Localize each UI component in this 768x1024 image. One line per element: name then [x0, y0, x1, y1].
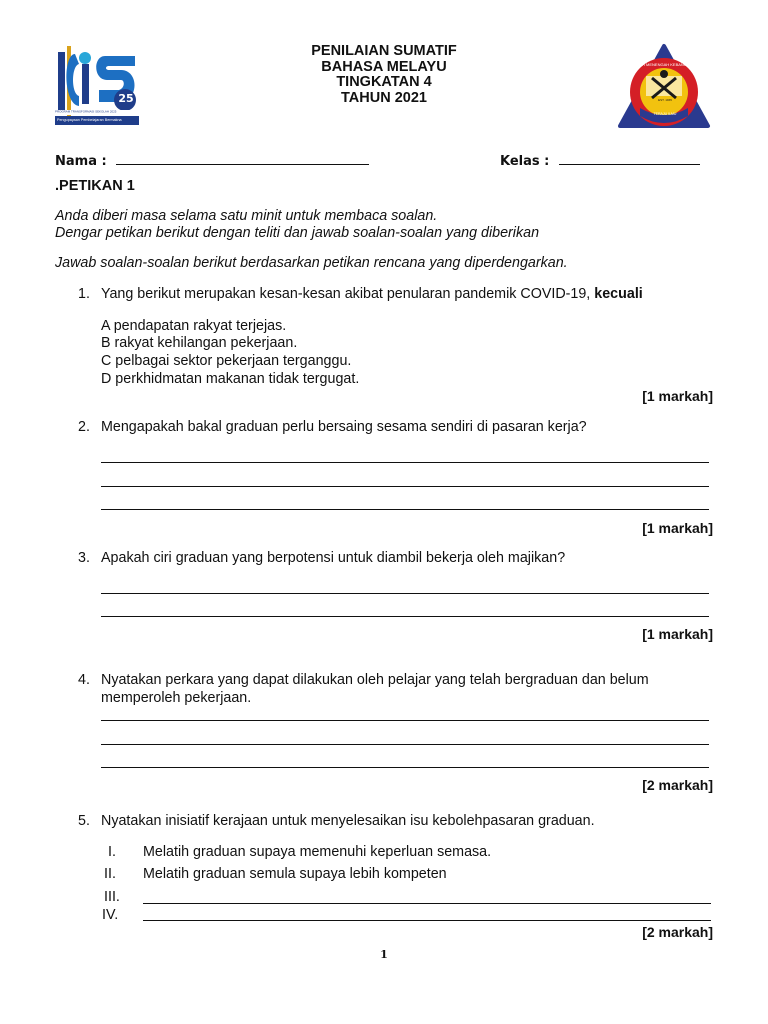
class-label: Kelas : [500, 154, 550, 169]
name-label: Nama : [55, 154, 107, 169]
q1-text-bold: kecuali [594, 286, 643, 302]
logo-banner: Pengupayaan Pembelajaran Bermakna [57, 118, 122, 123]
q3-text: Apakah ciri graduan yang berpotensi untuk diambil bekerja oleh majikan? [101, 550, 566, 566]
q2-number: 2. [78, 419, 90, 435]
q2-answer-line[interactable] [101, 462, 709, 463]
q1-number: 1. [78, 286, 90, 302]
q4-answer-line[interactable] [101, 744, 709, 745]
name-input-line[interactable] [116, 152, 369, 165]
q1-option-c: C pelbagai sektor pekerjaan terganggu. [101, 353, 352, 369]
q3-answer-line[interactable] [101, 616, 709, 617]
crest-motto: TERAJU ILMU [653, 112, 677, 116]
q5-answer-line[interactable] [143, 903, 711, 904]
q3-answer-line[interactable] [101, 593, 709, 594]
q5-item-number: I. [108, 844, 116, 860]
instruction-answer: Jawab soalan-soalan berikut berdasarkan petikan rencana yang diperdengarkan. [55, 255, 568, 271]
q5-text: Nyatakan inisiatif kerajaan untuk menyelesaikan isu kebolehpasaran graduan. [101, 813, 595, 829]
header-year: TAHUN 2021 [341, 89, 427, 106]
q3-number: 3. [78, 550, 90, 566]
q2-answer-line[interactable] [101, 509, 709, 510]
q2-marks: [1 markah] [642, 520, 713, 536]
q5-answer-line[interactable] [143, 920, 711, 921]
q1-text [101, 286, 643, 302]
q5-number: 5. [78, 813, 90, 829]
q4-text-line2: memperoleh pekerjaan. [101, 690, 252, 706]
crest-est: EST. 1965 [658, 98, 672, 102]
q4-marks: [2 markah] [642, 777, 713, 793]
crest-ring-text: SEKOLAH MENENGAH KEBANGSAAN LONG LAMA [626, 62, 723, 67]
q4-text-line1: Nyatakan perkara yang dapat dilakukan oleh pelajar yang telah bergraduan dan belum [101, 672, 649, 688]
name-field-row [55, 152, 369, 169]
q4-number: 4. [78, 672, 90, 688]
exam-header [230, 44, 538, 106]
q1-option-a: A pendapatan rakyat terjejas. [101, 318, 287, 334]
logo-number: 25 [118, 92, 134, 105]
q2-text: Mengapakah bakal graduan perlu bersaing sesama sendiri di pasaran kerja? [101, 419, 587, 435]
section-title: .PETIKAN 1 [55, 178, 135, 194]
transformasi-sekolah-logo [55, 44, 139, 126]
header-subject: BAHASA MELAYU [321, 58, 447, 75]
logo-tagline: PROGRAM TRANSFORMASI SEKOLAH 2025 [55, 110, 117, 114]
q5-item-text: Melatih graduan semula supaya lebih kompeten [143, 866, 447, 882]
q2-answer-line[interactable] [101, 486, 709, 487]
page-number: 1 [380, 948, 388, 961]
q1-marks: [1 markah] [642, 388, 713, 404]
school-crest-logo [616, 42, 723, 132]
q5-item-number: IV. [102, 907, 119, 923]
q1-option-d: D perkhidmatan makanan tidak tergugat. [101, 371, 360, 387]
q5-marks: [2 markah] [642, 924, 713, 940]
q5-item-number: III. [104, 889, 120, 905]
q3-marks: [1 markah] [642, 626, 713, 642]
class-field-row [500, 152, 700, 169]
q4-answer-line[interactable] [101, 720, 709, 721]
q5-item-text: Melatih graduan supaya memenuhi keperluan semasa. [143, 844, 492, 860]
class-input-line[interactable] [559, 152, 700, 165]
q5-item-number: II. [104, 866, 116, 882]
instruction-listen: Dengar petikan berikut dengan teliti dan jawab soalan-soalan yang diberikan [55, 225, 540, 241]
q1-option-b: B rakyat kehilangan pekerjaan. [101, 335, 298, 351]
q4-answer-line[interactable] [101, 767, 709, 768]
header-form: TINGKATAN 4 [336, 74, 432, 90]
q1-text-main: Yang berikut merupakan kesan-kesan akibat penularan pandemik COVID-19, [101, 286, 591, 302]
instruction-time: Anda diberi masa selama satu minit untuk membaca soalan. [55, 208, 438, 224]
header-title: PENILAIAN SUMATIF [311, 43, 457, 59]
